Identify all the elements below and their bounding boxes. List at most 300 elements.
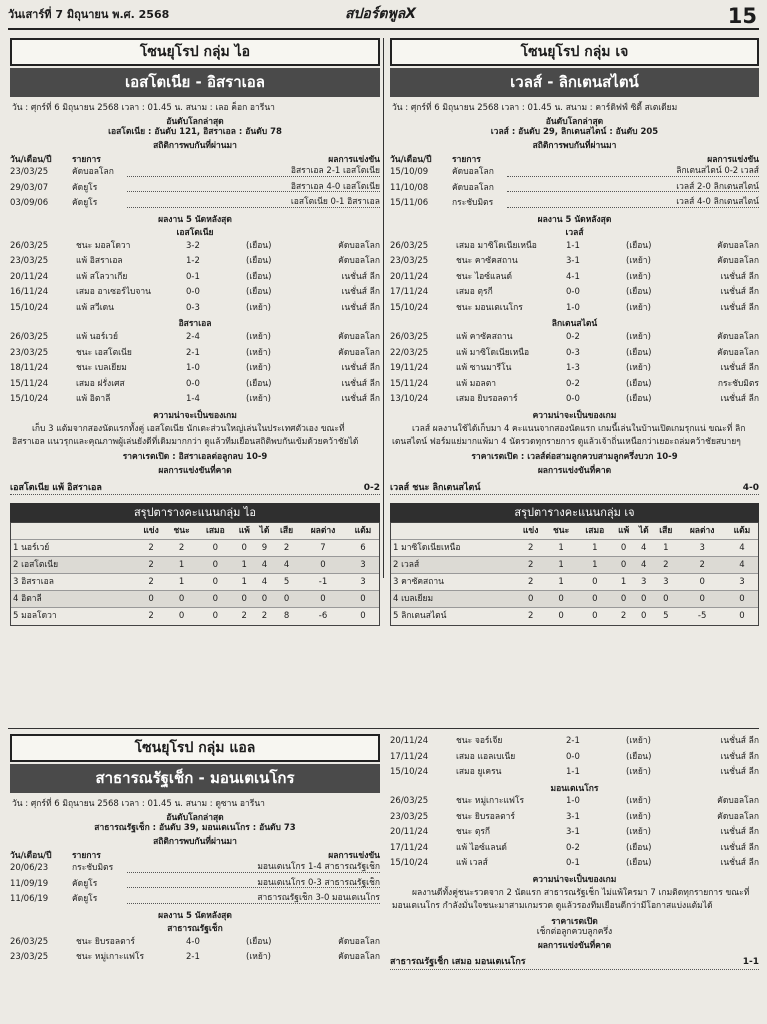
row-date: 11/06/19 — [10, 894, 49, 905]
team-name: 5 ลิกเตนสไตน์ — [391, 608, 516, 625]
row-score: 3-1 — [566, 256, 580, 267]
stat-value: 0 — [678, 574, 726, 591]
row-opponent: ชนะ มอลโดวา — [76, 240, 131, 251]
row-score: 0-0 — [186, 287, 200, 298]
col-stat: เสีย — [280, 525, 294, 536]
row-score: 1-0 — [566, 302, 580, 313]
stat-value: 1 — [166, 574, 197, 591]
stat-value: 1 — [234, 574, 255, 591]
row-date: 15/10/09 — [390, 167, 429, 178]
stat-value: 1 — [577, 557, 613, 574]
table-row — [10, 892, 380, 908]
prediction-score: 4-0 — [742, 482, 759, 493]
stat-value: 0 — [577, 574, 613, 591]
analysis-text: เวลส์ ผลงานใช้ได้เก็บมา 4 คะแนนจากสองนัดแรก เกมนี้เล่นในบ้านเปิดเกมรุกแน่ ขณะที่ ลิกเตนสไตน์ ฟอร์มแย่มากแพ้มา 4 นัดรวดทุกรายการ ดูแล้วเจ้าถิ่นเหนือกว่าเยอะถล่มคว้าชัยสบายๆ — [392, 424, 746, 448]
issue-date: วันเสาร์ที่ 7 มิถุนายน พ.ศ. 2568 — [8, 8, 170, 21]
stat-value: 2 — [136, 608, 166, 625]
row-venue: (เยือน) — [626, 287, 652, 298]
row-date: 18/11/24 — [10, 363, 49, 373]
col-stat: แต้ม — [733, 525, 751, 536]
row-opponent: แพ้ มาซิโดเนียเหนือ — [456, 347, 530, 358]
row-date: 23/03/25 — [390, 811, 429, 822]
team-name: 5 มอลโดวา — [11, 608, 136, 625]
row-comp: เนชั่นส์ ลีก — [341, 287, 380, 298]
row-venue: (เหย้า) — [626, 736, 651, 746]
row-opponent: แพ้ เวลส์ — [456, 858, 488, 869]
row-comp: คัดบอลโลก — [717, 332, 759, 342]
row-comp: คัดยูโร — [72, 878, 98, 889]
section-divider — [8, 728, 759, 729]
stat-value: 1 — [653, 540, 678, 557]
stat-value: 0 — [197, 608, 233, 625]
row-opponent: ชนะ หมู่เกาะแฟโร — [456, 796, 525, 807]
prediction-score: 0-2 — [363, 482, 380, 493]
row-venue: (เหย้า) — [626, 767, 651, 777]
stat-value: 0 — [197, 574, 233, 591]
price-text: ราคาเรตเปิด : อิสราเอลต่อลูกลบ 10-9 — [122, 452, 268, 463]
analysis-text: ผลงานดีทั้งคู่ชนะรวดจาก 2 นัดแรก สาธารณรัฐเช็ก ไม่แพ้ใครมา 7 เกมติดทุกรายการ ขณะที่ มอนเตเนโกร กำลังมั่นใจชนะมาสามเกมรวด ดูแล้วรองทีมเยือนดีกว่ามีโอกาสแบ่งแต้มได้ — [392, 888, 750, 912]
team-name: 4 อิตาลี — [11, 591, 136, 608]
col-stat: แข่ง — [143, 525, 159, 536]
col-stat: เสีย — [659, 525, 673, 536]
row-result: มอนเตเนโกร 1-4 สาธารณรัฐเช็ก — [127, 861, 380, 873]
row-comp: คัดยูโร — [72, 198, 98, 209]
h2h-title: สถิติการพบกันที่ผ่านมา — [532, 140, 617, 151]
row-score: 1-2 — [186, 256, 200, 267]
table-row — [390, 810, 759, 826]
row-venue: (เหย้า) — [626, 256, 651, 267]
stat-value: 4 — [634, 540, 653, 557]
prediction-row — [10, 483, 380, 495]
prediction-title: ผลการแข่งขันที่คาด — [537, 466, 612, 477]
row-opponent: เสมอ ยิบรอลตาร์ — [456, 394, 518, 404]
stat-value: 4 — [634, 557, 653, 574]
row-opponent: ชนะ ยิบรอลตาร์ — [76, 936, 135, 947]
stat-value: 2 — [136, 557, 166, 574]
row-opponent: เสมอ ยูเครน — [456, 767, 502, 777]
row-venue: (เยือน) — [246, 256, 272, 267]
left-match-section — [10, 38, 380, 726]
row-date: 15/10/24 — [390, 767, 429, 777]
stat-value: 2 — [274, 540, 299, 557]
rank-text: เวลส์ : อันดับ 29, ลิกเตนสไตน์ : อันดับ 205 — [490, 127, 659, 138]
row-score: 0-3 — [186, 302, 200, 313]
row-opponent: เสมอ แอลเบเนีย — [456, 751, 516, 762]
row-result: เอสโตเนีย 0-1 อิสราเอล — [127, 196, 380, 208]
row-comp: กระชับมิตร — [452, 198, 494, 209]
col-date: วัน/เดือน/ปี — [390, 154, 432, 165]
table-row — [10, 254, 380, 270]
standings-table-wrap — [390, 522, 759, 626]
stat-value: 5 — [653, 608, 678, 625]
table-row — [10, 950, 380, 966]
stat-value: 0 — [197, 557, 233, 574]
standings-row — [391, 591, 758, 608]
row-opponent: เสมอ ฝรั่งเศส — [76, 378, 125, 389]
row-venue: (เหย้า) — [246, 952, 271, 963]
price-text: เช็กต่อลูกควบลูกครึ่ง — [536, 927, 613, 938]
row-date: 20/11/24 — [390, 736, 429, 746]
standings-row — [11, 540, 379, 557]
row-date: 22/03/25 — [390, 347, 429, 358]
table-row — [10, 861, 380, 877]
row-score: 0-1 — [566, 858, 580, 869]
col-date: วัน/เดือน/ปี — [10, 154, 52, 165]
row-opponent: แพ้ สโลวาเกีย — [76, 271, 128, 282]
bottom-right-continuation — [390, 734, 759, 1016]
row-comp: เนชั่นส์ ลีก — [720, 858, 759, 869]
row-comp: กระชับมิตร — [72, 863, 114, 874]
standings-row — [11, 591, 379, 608]
row-score: 2-1 — [186, 347, 200, 358]
analysis-title: ความน่าจะเป็นของเกม — [532, 410, 617, 421]
row-venue: (เหย้า) — [626, 796, 651, 807]
col-result: ผลการแข่งขัน — [707, 154, 759, 165]
col-stat: เสมอ — [585, 525, 605, 536]
team2-name: ลิกเตนสไตน์ — [551, 319, 598, 330]
row-date: 23/03/25 — [10, 952, 49, 963]
stat-value: 1 — [234, 557, 255, 574]
row-comp: เนชั่นส์ ลีก — [720, 271, 759, 282]
row-comp: เนชั่นส์ ลีก — [720, 842, 759, 853]
row-comp: คัดบอลโลก — [338, 256, 380, 267]
row-comp: คัดยูโร — [72, 894, 98, 905]
stat-value: 2 — [234, 608, 255, 625]
row-result: สาธารณรัฐเช็ก 3-0 มอนเตเนโกร — [127, 892, 380, 904]
stat-value: 0 — [234, 591, 255, 608]
prediction-text: เวลส์ ชนะ ลิกเตนสไตน์ — [390, 482, 481, 493]
row-opponent: ชนะ เบลเยียม — [76, 363, 127, 373]
col-team — [391, 523, 516, 540]
row-date: 15/10/24 — [10, 394, 49, 404]
table-row — [10, 377, 380, 393]
col-comp: รายการ — [72, 154, 101, 165]
row-comp: เนชั่นส์ ลีก — [720, 287, 759, 298]
row-opponent: แพ้ นอร์เวย์ — [76, 332, 118, 342]
row-venue: (เยือน) — [246, 271, 272, 282]
row-venue: (เยือน) — [626, 240, 652, 251]
row-score: 0-2 — [566, 842, 580, 853]
prediction-score: 1-1 — [742, 957, 759, 968]
stat-value: 3 — [347, 574, 379, 591]
stat-value: 4 — [255, 574, 274, 591]
standings-row — [11, 557, 379, 574]
team-name: 4 เบลเยียม — [391, 591, 516, 608]
row-opponent: ชนะ เอสโตเนีย — [76, 347, 132, 358]
prediction-text: เอสโตเนีย แพ้ อิสราเอล — [10, 482, 102, 493]
h2h-list — [390, 165, 759, 212]
row-opponent: เสมอ ตุรกี — [456, 287, 493, 298]
zone-title: โซนยุโรป กลุ่ม เจ — [390, 38, 759, 66]
row-venue: (เหย้า) — [246, 347, 271, 358]
row-comp: เนชั่นส์ ลีก — [720, 302, 759, 313]
row-venue: (เหย้า) — [246, 394, 271, 404]
row-score: 1-4 — [186, 394, 200, 404]
row-score: 2-1 — [566, 736, 580, 746]
zone-title: โซนยุโรป กลุ่ม ไอ — [10, 38, 380, 66]
page-header — [0, 0, 767, 32]
row-venue: (เยือน) — [626, 378, 652, 389]
stat-value: 0 — [136, 591, 166, 608]
row-date: 19/11/24 — [390, 363, 429, 373]
stat-value: 4 — [274, 557, 299, 574]
row-opponent: ชนะ จอร์เจีย — [456, 736, 503, 746]
stat-value: 1 — [546, 557, 577, 574]
row-venue: (เหย้า) — [626, 302, 651, 313]
prediction-title: ผลการแข่งขันที่คาด — [158, 466, 232, 477]
standings-row — [391, 608, 758, 625]
team1-name: สาธารณรัฐเช็ก — [167, 924, 223, 935]
row-comp: คัดบอลโลก — [338, 332, 380, 342]
standings-header — [11, 523, 379, 540]
table-row — [10, 196, 380, 212]
table-row — [10, 301, 380, 317]
row-score: 3-1 — [566, 811, 580, 822]
stat-value: 0 — [299, 591, 347, 608]
row-date: 26/03/25 — [10, 936, 49, 947]
col-stat: ชนะ — [553, 525, 570, 536]
row-comp: เนชั่นส์ ลีก — [341, 302, 380, 313]
stat-value: 0 — [166, 591, 197, 608]
row-comp: คัดบอลโลก — [717, 796, 759, 807]
stat-value: 6 — [347, 540, 379, 557]
row-date: 26/03/25 — [10, 240, 49, 251]
h2h-list — [10, 165, 380, 212]
table-row — [10, 346, 380, 362]
match-info: วัน : ศุกร์ที่ 6 มิถุนายน 2568 เวลา : 01.45 น. สนาม : ดูซาน อารีนา — [12, 799, 265, 809]
analysis-text: เก็บ 3 แต้มจากสองนัดแรกทั้งคู่ เอสโตเนีย นักเตะส่วนใหญ่เล่นในประเทศตัวเอง ขณะที่ อิสราเอล แนวรุกและคุณภาพผู้เล่นยังดีที่เดิมมากกว่า ดูแล้วทีมเยือนสถิติพบกันเข้มด้วยคว้าชัยได้ — [12, 424, 359, 448]
row-comp: เนชั่นส์ ลีก — [341, 271, 380, 282]
row-comp: กระชับมิตร — [717, 378, 759, 389]
stat-value: 0 — [634, 591, 653, 608]
row-result: เวลส์ 4-0 ลิกเตนสไตน์ — [507, 196, 759, 208]
stat-value: 0 — [197, 540, 233, 557]
stat-value: 0 — [726, 591, 758, 608]
row-date: 23/03/25 — [390, 256, 429, 267]
row-score: 0-3 — [566, 347, 580, 358]
rank-text: สาธารณรัฐเช็ก : อันดับ 39, มอนเตเนโกร : อันดับ 73 — [94, 823, 296, 834]
row-date: 17/11/24 — [390, 751, 429, 762]
row-result: เวลส์ 2-0 ลิกเตนสไตน์ — [507, 181, 759, 193]
table-row — [10, 392, 380, 408]
team-name: 3 อิสราเอล — [11, 574, 136, 591]
publication-logo: สปอร์ตพูลX — [345, 6, 417, 22]
row-venue: (เหย้า) — [626, 363, 651, 373]
form-title: ผลงาน 5 นัดหลังสุด — [158, 910, 232, 921]
row-opponent: แพ้ ไอซ์แลนด์ — [456, 842, 507, 853]
row-venue: (เหย้า) — [246, 302, 271, 313]
row-comp: คัดบอลโลก — [717, 240, 759, 251]
form2-list — [390, 794, 759, 872]
row-date: 20/11/24 — [10, 271, 49, 282]
table-row — [390, 285, 759, 301]
row-score: 3-1 — [566, 827, 580, 838]
team-name: 2 เอสโตเนีย — [11, 557, 136, 574]
form1-list — [10, 935, 380, 966]
row-result: มอนเตเนโกร 0-3 สาธารณรัฐเช็ก — [127, 877, 380, 889]
table-row — [10, 877, 380, 893]
h2h-title: สถิติการพบกันที่ผ่านมา — [153, 140, 237, 151]
table-row — [390, 239, 759, 255]
team-name: 2 เวลส์ — [391, 557, 516, 574]
table-row — [390, 270, 759, 286]
col-stat: ชนะ — [173, 525, 190, 536]
row-venue: (เหย้า) — [626, 332, 651, 342]
h2h-title: สถิติการพบกันที่ผ่านมา — [153, 836, 237, 847]
stat-value: 0 — [234, 540, 255, 557]
row-comp: คัดบอลโลก — [338, 952, 380, 963]
col-stat: แพ้ — [238, 525, 250, 536]
form1-rest-list — [390, 734, 759, 781]
row-score: 2-4 — [186, 332, 200, 342]
stat-value: 3 — [653, 574, 678, 591]
row-score: 1-1 — [566, 240, 580, 251]
stat-value: 0 — [577, 608, 613, 625]
row-venue: (เยือน) — [626, 394, 652, 404]
row-comp: คัดบอลโลก — [717, 347, 759, 358]
standings-title: สรุปตารางคะแนนกลุ่ม เจ — [390, 503, 759, 522]
stat-value: 4 — [726, 557, 758, 574]
row-comp: คัดบอลโลก — [338, 347, 380, 358]
col-result: ผลการแข่งขัน — [328, 850, 380, 861]
standings-table-wrap — [10, 522, 380, 626]
row-score: 0-0 — [566, 751, 580, 762]
standings-table — [11, 523, 379, 625]
col-stat: เสมอ — [205, 525, 225, 536]
row-opponent: แพ้ อิตาลี — [76, 394, 111, 404]
form2-list — [10, 330, 380, 408]
row-score: 0-0 — [566, 287, 580, 298]
row-opponent: แพ้ มอลตา — [456, 378, 496, 389]
stat-value: -1 — [299, 574, 347, 591]
row-date: 29/03/07 — [10, 182, 49, 193]
table-row — [390, 346, 759, 362]
stat-value: 0 — [613, 557, 634, 574]
stat-value: 9 — [255, 540, 274, 557]
col-comp: รายการ — [72, 850, 101, 861]
standings-header — [391, 523, 758, 540]
stat-value: 0 — [653, 591, 678, 608]
match-info: วัน : ศุกร์ที่ 6 มิถุนายน 2568 เวลา : 01.45 น. สนาม : คาร์ดิฟฟ์ ซิตี้ สเตเดียม — [392, 103, 678, 113]
stat-value: 0 — [613, 591, 634, 608]
stat-value: 3 — [634, 574, 653, 591]
stat-value: 2 — [516, 608, 546, 625]
table-row — [390, 196, 759, 212]
row-opponent: ชนะ หมู่เกาะแฟโร — [76, 952, 145, 963]
stat-value: 0 — [166, 608, 197, 625]
h2h-header — [10, 851, 380, 862]
row-opponent: เสมอ อาเซอร์ไบจาน — [76, 287, 151, 298]
row-comp: เนชั่นส์ ลีก — [341, 394, 380, 404]
row-opponent: แพ้ อิสราเอล — [76, 256, 123, 267]
table-row — [390, 377, 759, 393]
h2h-list — [10, 861, 380, 908]
row-comp: คัดบอลโลก — [338, 936, 380, 947]
stat-value: 0 — [726, 608, 758, 625]
table-row — [10, 165, 380, 181]
row-date: 11/09/19 — [10, 878, 49, 889]
table-row — [10, 330, 380, 346]
stat-value: 2 — [136, 540, 166, 557]
standings-row — [391, 557, 758, 574]
rank-text: เอสโตเนีย : อันดับ 121, อิสราเอล : อันดับ 78 — [108, 127, 282, 138]
col-stat: แข่ง — [522, 525, 539, 536]
table-row — [10, 239, 380, 255]
row-score: 2-1 — [186, 952, 200, 963]
row-date: 26/03/25 — [390, 240, 429, 251]
row-opponent: ชนะ ไอซ์แลนด์ — [456, 271, 513, 282]
row-date: 16/11/24 — [10, 287, 49, 298]
stat-value: 5 — [274, 574, 299, 591]
col-stat: ผลต่าง — [310, 525, 336, 536]
analysis-title: ความน่าจะเป็นของเกม — [153, 410, 237, 421]
row-opponent: แพ้ สวีเดน — [76, 302, 114, 313]
row-score: 1-3 — [566, 363, 580, 373]
table-row — [390, 392, 759, 408]
row-venue: (เยือน) — [246, 936, 272, 947]
row-comp: เนชั่นส์ ลีก — [720, 827, 759, 838]
row-comp: เนชั่นส์ ลีก — [720, 394, 759, 404]
row-score: 0-1 — [186, 271, 200, 282]
match-title: เวลส์ - ลิกเตนสไตน์ — [390, 68, 759, 97]
row-result: ลิกเตนสไตน์ 0-2 เวลส์ — [507, 165, 759, 177]
standings-row — [391, 540, 758, 557]
table-row — [390, 750, 759, 766]
h2h-header — [10, 155, 380, 166]
stat-value: 2 — [136, 574, 166, 591]
table-row — [390, 181, 759, 197]
row-venue: (เยือน) — [626, 842, 652, 853]
stat-value: 0 — [347, 608, 379, 625]
row-comp: คัดยูโร — [72, 182, 98, 193]
row-date: 11/10/08 — [390, 182, 429, 193]
stat-value: 2 — [166, 540, 197, 557]
stat-value: 3 — [347, 557, 379, 574]
row-venue: (เหย้า) — [626, 811, 651, 822]
col-team — [11, 523, 136, 540]
stat-value: 0 — [197, 591, 233, 608]
row-score: 4-1 — [566, 271, 580, 282]
stat-value: 1 — [546, 540, 577, 557]
stat-value: 2 — [516, 557, 546, 574]
price-title: ราคาเรตเปิด — [551, 916, 598, 927]
row-venue: (เหย้า) — [626, 827, 651, 838]
stat-value: 3 — [678, 540, 726, 557]
table-row — [390, 841, 759, 857]
prediction-text: สาธารณรัฐเช็ก เสมอ มอนเตเนโกร — [390, 957, 526, 968]
stat-value: 2 — [255, 608, 274, 625]
row-opponent: ชนะ ตุรกี — [456, 827, 491, 838]
row-comp: เนชั่นส์ ลีก — [341, 378, 380, 389]
price-text: ราคาเรตเปิด : เวลส์ต่อสามลูกควบสามลูกครึ่งบวก 10-9 — [471, 452, 678, 463]
stat-value: 0 — [274, 591, 299, 608]
stat-value: 1 — [577, 540, 613, 557]
team2-name: อิสราเอล — [178, 319, 212, 330]
table-row — [390, 165, 759, 181]
table-row — [10, 285, 380, 301]
stat-value: 1 — [546, 574, 577, 591]
stat-value: 0 — [577, 591, 613, 608]
standings-row — [11, 608, 379, 625]
row-venue: (เยือน) — [246, 287, 272, 298]
row-date: 26/03/25 — [10, 332, 49, 342]
stat-value: 2 — [678, 557, 726, 574]
stat-value: 2 — [613, 608, 634, 625]
row-comp: เนชั่นส์ ลีก — [341, 363, 380, 373]
row-venue: (เยือน) — [246, 378, 272, 389]
stat-value: 4 — [255, 557, 274, 574]
col-stat: ได้ — [259, 525, 270, 536]
